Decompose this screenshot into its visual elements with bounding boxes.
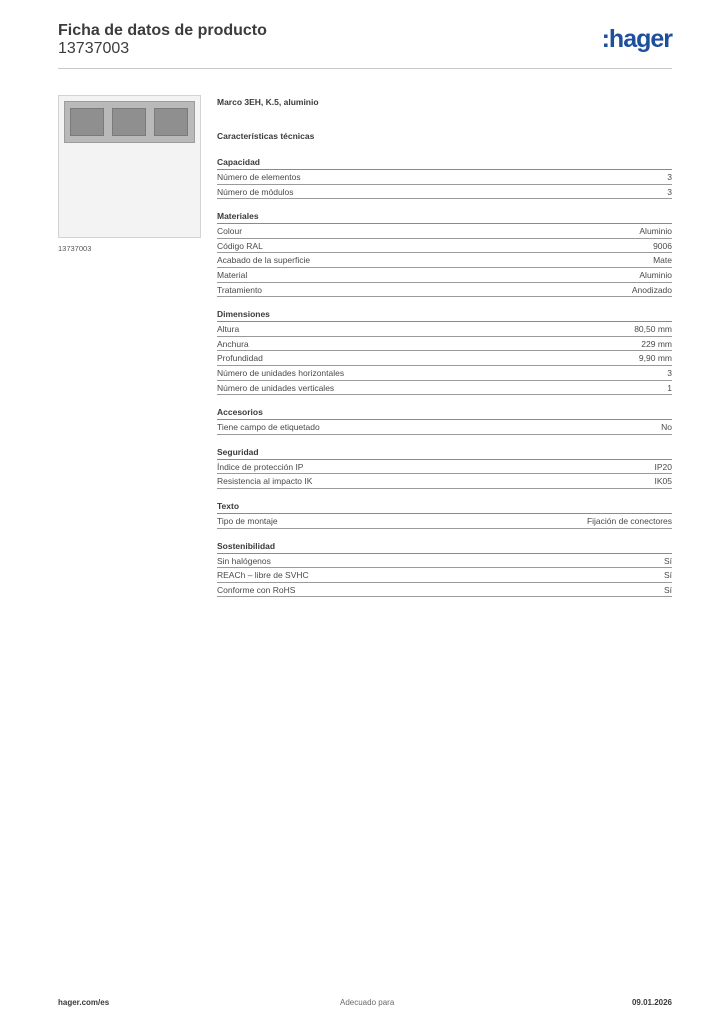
spec-label: Tipo de montaje (217, 515, 278, 526)
spec-label: Número de unidades horizontales (217, 367, 345, 378)
spec-value: Fijación de conectores (586, 515, 672, 526)
spec-row (217, 351, 672, 366)
spec-label: Acabado de la superficie (217, 255, 311, 266)
section-title: Seguridad (217, 446, 672, 460)
page-header (58, 20, 672, 70)
spec-label: Resistencia al impacto IK (217, 476, 313, 487)
spec-value: Mate (653, 255, 672, 266)
spec-section (217, 156, 672, 199)
spec-section (217, 308, 672, 395)
spec-label: Anchura (217, 338, 249, 349)
spec-value: 3 (667, 172, 672, 182)
spec-value: Sí (663, 584, 672, 595)
spec-section (217, 540, 672, 598)
spec-label: Altura (217, 324, 240, 335)
spec-row (217, 381, 672, 396)
spec-value: 229 mm (641, 338, 672, 349)
spec-row (217, 283, 672, 298)
spec-label: REACh – libre de SVHC (217, 570, 309, 581)
tech-heading: Características técnicas (217, 131, 315, 141)
spec-value: No (661, 422, 672, 433)
product-name: Marco 3EH, K.5, aluminio (217, 97, 319, 107)
spec-label: Colour (217, 226, 243, 237)
spec-label: Material (217, 269, 248, 280)
frame-opening (112, 108, 146, 136)
spec-row (217, 322, 672, 337)
spec-row (217, 224, 672, 239)
section-title: Accesorios (217, 406, 672, 420)
spec-value: 80,50 mm (634, 324, 672, 335)
spec-value: Anodizado (631, 284, 672, 295)
spec-value: 3 (667, 367, 672, 378)
spec-label: Código RAL (217, 240, 263, 251)
spec-section (217, 500, 672, 529)
spec-row (217, 554, 672, 569)
spec-label: Sin halógenos (217, 555, 271, 566)
spec-row (217, 514, 672, 529)
product-code: 13737003 (58, 40, 130, 57)
spec-row (217, 583, 672, 598)
section-title: Materiales (217, 210, 672, 224)
hager-logo: :hager (601, 25, 672, 53)
spec-row (217, 337, 672, 352)
spec-row (217, 474, 672, 489)
spec-section (217, 406, 672, 435)
spec-value: IK05 (654, 476, 672, 487)
spec-row (217, 568, 672, 583)
spec-row (217, 170, 672, 185)
section-title: Dimensiones (217, 308, 672, 322)
section-title: Texto (217, 500, 672, 514)
spec-value: 3 (667, 186, 672, 197)
spec-label: Conforme con RoHS (217, 584, 296, 595)
spec-value: 9006 (653, 240, 672, 251)
spec-value: Aluminio (639, 226, 672, 237)
frame-opening (154, 108, 188, 136)
spec-row (217, 239, 672, 254)
spec-label: Número de unidades verticales (217, 382, 335, 393)
spec-value: Sí (663, 555, 672, 566)
spec-row (217, 366, 672, 381)
spec-label: Tratamiento (217, 284, 263, 295)
section-title: Capacidad (217, 156, 672, 170)
spec-value: Sí (663, 570, 672, 581)
footer-date: 09.01.2026 (631, 998, 672, 1007)
spec-label: Número de módulos (217, 186, 294, 197)
spec-row (217, 460, 672, 475)
spec-section (217, 210, 672, 297)
frame-opening (70, 108, 104, 136)
spec-section (217, 446, 672, 489)
spec-label: Tiene campo de etiquetado (217, 422, 320, 433)
footer-suitable-for: Adecuado para (340, 998, 395, 1007)
footer-website[interactable]: hager.com/es (58, 998, 110, 1007)
spec-row (217, 268, 672, 283)
spec-row (217, 185, 672, 200)
three-gang-frame-image (58, 95, 201, 238)
section-title: Sostenibilidad (217, 540, 672, 554)
document-title: Ficha de datos de producto (58, 22, 267, 39)
spec-value: Aluminio (639, 269, 672, 280)
spec-row (217, 253, 672, 268)
spec-value: IP20 (654, 461, 672, 472)
spec-sections (217, 156, 672, 597)
spec-label: Índice de protección IP (217, 461, 304, 472)
image-caption: 13737003 (58, 244, 92, 253)
spec-label: Profundidad (217, 353, 263, 364)
header-divider (58, 68, 672, 69)
product-details (217, 96, 672, 597)
spec-label: Número de elementos (217, 172, 301, 182)
frame-body (64, 101, 195, 143)
spec-value: 9,90 mm (638, 353, 672, 364)
spec-row (217, 420, 672, 435)
spec-value: 1 (667, 382, 672, 393)
